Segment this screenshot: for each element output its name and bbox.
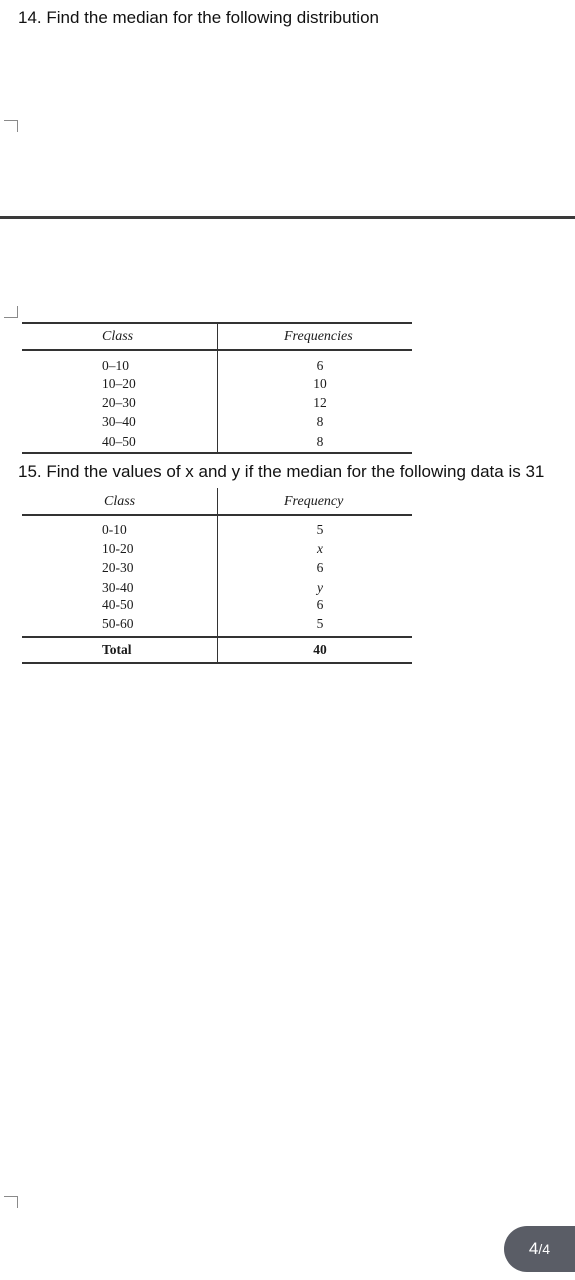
class-cell: 40-50 — [102, 597, 134, 612]
class-cell: 30–40 — [102, 414, 136, 429]
question-14-text: 14. Find the median for the following distribution — [18, 8, 379, 27]
class-cell: 10-20 — [102, 541, 134, 556]
total-value: 40 — [313, 642, 327, 657]
frequency-cell-variable-y: y — [317, 580, 323, 595]
header-class: Class — [104, 494, 136, 509]
frequency-cell-variable-x: x — [317, 541, 323, 556]
header-frequencies: Frequencies — [284, 329, 353, 344]
page-current: 4 — [528, 1239, 539, 1258]
page-divider — [0, 216, 575, 219]
table-bottom-rule — [22, 662, 412, 664]
frequency-cell: 5 — [316, 522, 324, 537]
question-15-text: 15. Find the values of x and y if the median for the following data is 31 — [18, 462, 545, 481]
class-cell: 20–30 — [102, 395, 136, 410]
table-total-rule — [22, 636, 412, 638]
class-cell: 0–10 — [102, 358, 129, 373]
crop-corner-mark — [4, 306, 18, 318]
table-bottom-rule — [22, 452, 412, 454]
page-total: /4 — [538, 1241, 551, 1257]
frequency-cell: 12 — [313, 395, 327, 410]
frequency-cell: 6 — [316, 560, 324, 575]
header-class: Class — [102, 329, 134, 344]
class-cell: 0-10 — [102, 522, 127, 537]
header-frequency: Frequency — [284, 494, 344, 509]
crop-corner-mark — [4, 120, 18, 132]
class-cell: 40–50 — [102, 434, 136, 449]
frequency-cell: 8 — [316, 414, 324, 429]
class-cell: 10–20 — [102, 376, 136, 391]
frequency-cell: 5 — [316, 616, 324, 631]
class-cell: 50-60 — [102, 616, 134, 631]
frequency-cell: 6 — [316, 597, 324, 612]
total-label: Total — [102, 642, 132, 657]
frequency-cell: 6 — [316, 358, 324, 373]
page-indicator — [504, 1226, 575, 1272]
frequency-cell: 10 — [313, 376, 327, 391]
class-cell: 20-30 — [102, 560, 134, 575]
table-column-divider — [217, 322, 218, 452]
crop-corner-mark — [4, 1196, 18, 1208]
class-cell: 30-40 — [102, 580, 134, 595]
frequency-cell: 8 — [316, 434, 324, 449]
